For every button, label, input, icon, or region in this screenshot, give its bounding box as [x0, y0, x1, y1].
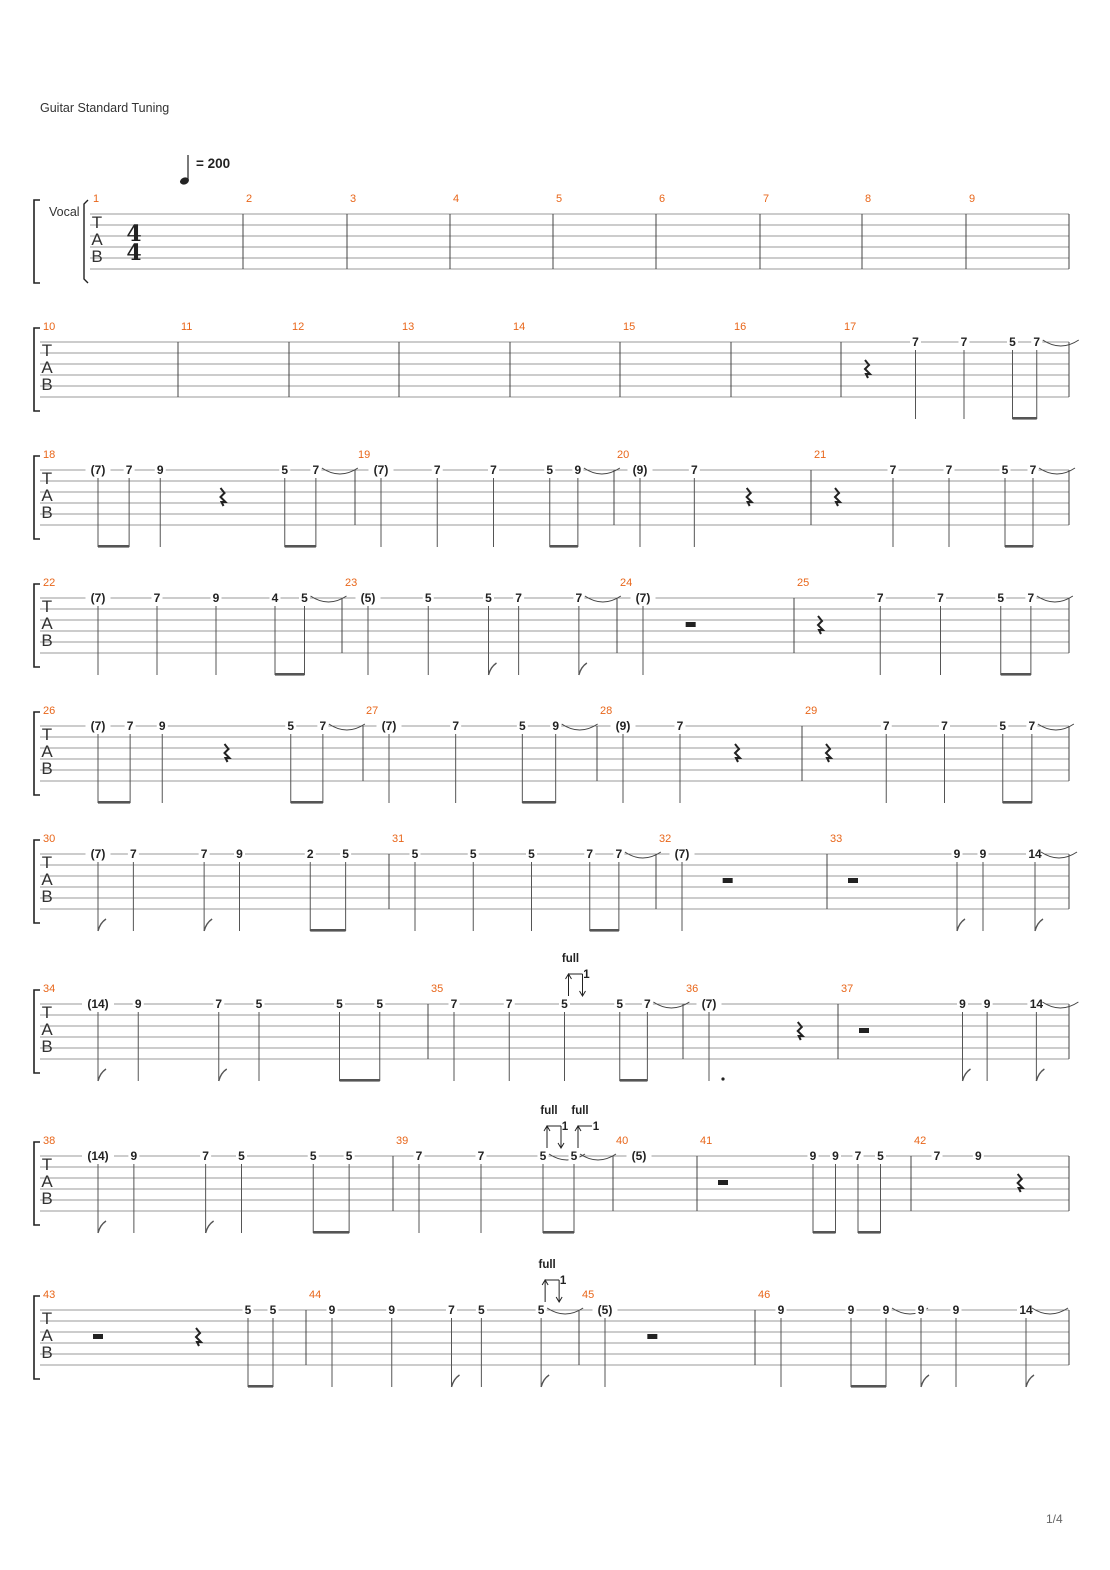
fret-number: (5): [597, 1303, 613, 1317]
tie-arc: [1042, 1002, 1078, 1008]
fret-number: 7: [933, 1149, 941, 1163]
measure-number: 28: [600, 705, 613, 717]
tab-system: [34, 833, 1077, 932]
page-number: 1/4: [1046, 1512, 1063, 1526]
fret-number: 7: [690, 463, 698, 477]
fret-number: (7): [674, 847, 690, 861]
fret-number: 7: [941, 719, 948, 733]
measure-number: 16: [734, 321, 747, 333]
eighth-flag: [98, 1221, 106, 1233]
eighth-flag: [1035, 919, 1043, 931]
tab-system: [34, 577, 1073, 676]
half-rest: [93, 1334, 103, 1339]
bend-amount: 1: [559, 1275, 567, 1287]
beam: [275, 673, 305, 676]
fret-number: 5: [1009, 335, 1016, 349]
fret-number: 7: [415, 1149, 423, 1163]
fret-number: (14): [87, 1149, 109, 1163]
beam: [310, 929, 345, 932]
fret-number: 7: [126, 719, 134, 733]
beam: [590, 929, 619, 932]
half-rest: [718, 1180, 728, 1185]
tab-system: [34, 1105, 1069, 1234]
eighth-flag: [204, 919, 212, 931]
fret-number: 14: [1029, 997, 1044, 1011]
fret-number: 5: [537, 1303, 545, 1317]
tab-clef-letter: T: [41, 853, 53, 872]
beam: [620, 1079, 648, 1082]
fret-number: 9: [130, 1149, 138, 1163]
measure-number: 37: [841, 983, 854, 995]
fret-number: 14: [1019, 1303, 1033, 1317]
measure-number: 15: [623, 321, 636, 333]
fret-number: 7: [202, 1149, 209, 1163]
beam: [98, 545, 129, 548]
tab-system: [34, 1259, 1069, 1388]
fret-number: 7: [312, 463, 320, 477]
measure-number: 19: [358, 449, 371, 461]
system-bracket: [34, 1142, 40, 1225]
measure-number: 24: [620, 577, 633, 589]
fret-number: 7: [1028, 719, 1036, 733]
fret-number: 4: [271, 591, 279, 605]
fret-number: 5: [424, 591, 432, 605]
measure-number: 34: [43, 983, 56, 995]
tie-arc: [580, 1154, 616, 1160]
tab-clef-letter: B: [41, 887, 53, 906]
measure-number: 5: [556, 193, 563, 205]
fret-number: 7: [575, 591, 583, 605]
tie-arc: [653, 1002, 689, 1008]
fret-number: 5: [309, 1149, 317, 1163]
measure-number: 41: [700, 1135, 713, 1147]
tie-arc: [1043, 340, 1079, 346]
measure-number: 9: [969, 193, 976, 205]
beam: [858, 1231, 881, 1234]
fret-number: 5: [255, 997, 263, 1011]
fret-number: (7): [90, 591, 106, 605]
fret-number: 7: [505, 997, 513, 1011]
fret-number: 5: [518, 719, 526, 733]
fret-number: 7: [448, 1303, 455, 1317]
fret-number: 9: [832, 1149, 839, 1163]
fret-number: 9: [212, 591, 220, 605]
measure-number: 32: [659, 833, 672, 845]
fret-number: 7: [1029, 463, 1037, 477]
tab-clef-letter: T: [41, 725, 53, 744]
fret-number: 5: [528, 847, 535, 861]
fret-number: 7: [153, 591, 161, 605]
measure-number: 39: [396, 1135, 409, 1147]
tab-clef-letter: T: [41, 341, 53, 360]
measure-number: 25: [797, 577, 810, 589]
fret-number: 9: [236, 847, 243, 861]
fret-number: 9: [974, 1149, 982, 1163]
beam: [543, 1231, 574, 1234]
measure-number: 11: [181, 321, 193, 333]
fret-number: 7: [215, 997, 223, 1011]
fret-number: (9): [615, 719, 631, 733]
measure-number: 2: [246, 193, 253, 205]
fret-number: 9: [777, 1303, 785, 1317]
half-rest: [848, 878, 858, 883]
fret-number: 7: [490, 463, 497, 477]
fret-number: 7: [433, 463, 441, 477]
fret-number: (7): [90, 719, 106, 733]
fret-number: 5: [281, 463, 289, 477]
eighth-flag: [206, 1221, 214, 1233]
measure-number: 42: [914, 1135, 927, 1147]
fret-number: 7: [452, 719, 460, 733]
fret-number: 5: [546, 463, 554, 477]
beam: [1013, 417, 1037, 420]
tie-arc: [311, 596, 347, 602]
half-rest: [686, 622, 696, 627]
fret-number: 5: [238, 1149, 245, 1163]
measure-number: 22: [43, 577, 56, 589]
tie-arc: [1041, 852, 1077, 858]
fret-number: 9: [979, 847, 987, 861]
tab-clef-letter: T: [41, 1309, 53, 1328]
fret-number: 9: [552, 719, 560, 733]
fret-number: 7: [676, 719, 684, 733]
measure-number: 14: [513, 321, 526, 333]
fret-number: (7): [90, 463, 106, 477]
fret-number: 9: [917, 1303, 925, 1317]
fret-number: (5): [360, 591, 376, 605]
tab-clef-letter: A: [41, 358, 53, 377]
system-bracket: [34, 584, 40, 667]
fret-number: 7: [515, 591, 522, 605]
measure-number: 45: [582, 1289, 595, 1301]
measure-number: 17: [844, 321, 857, 333]
fret-number: 5: [336, 997, 343, 1011]
tie-arc: [1032, 1308, 1068, 1314]
system-bracket: [34, 328, 40, 411]
tab-clef-letter: T: [41, 1155, 53, 1174]
fret-number: (7): [635, 591, 651, 605]
fret-number: 5: [244, 1303, 252, 1317]
fret-number: 7: [319, 719, 327, 733]
fret-number: 5: [997, 591, 1005, 605]
measure-number: 36: [686, 983, 699, 995]
tab-clef-letter: B: [41, 375, 53, 394]
half-rest: [647, 1334, 657, 1339]
measure-number: 20: [617, 449, 630, 461]
tab-clef-letter: B: [41, 631, 53, 650]
tie-arc: [1039, 468, 1075, 474]
fret-number: 7: [586, 847, 594, 861]
fret-number: 7: [1033, 335, 1041, 349]
bend-amount: 1: [583, 969, 590, 981]
measure-number: 30: [43, 833, 56, 845]
tab-clef-letter: B: [91, 247, 103, 266]
measure-number: 27: [366, 705, 379, 717]
fret-number: 5: [376, 997, 384, 1011]
fret-number: 9: [959, 997, 966, 1011]
bend-label: full: [538, 1259, 556, 1271]
measure-number: 40: [616, 1135, 629, 1147]
time-signature-bottom: 4: [126, 240, 142, 266]
fret-number: 9: [983, 997, 991, 1011]
beam: [813, 1231, 836, 1234]
fret-number: 5: [539, 1149, 547, 1163]
fret-number: 7: [876, 591, 884, 605]
fret-number: 7: [882, 719, 890, 733]
tuning-label: Guitar Standard Tuning: [40, 101, 170, 115]
tie-arc: [585, 596, 621, 602]
eighth-flag: [489, 663, 497, 675]
fret-number: 9: [952, 1303, 960, 1317]
tab-clef-letter: A: [41, 1020, 53, 1039]
tab-clef-letter: B: [41, 503, 53, 522]
measure-number: 4: [453, 193, 460, 205]
fret-number: 5: [999, 719, 1007, 733]
tab-clef-letter: A: [41, 1172, 53, 1191]
beam: [313, 1231, 349, 1234]
fret-number: 7: [960, 335, 968, 349]
tab-clef-letter: B: [41, 1037, 53, 1056]
time-signature-top: 4: [126, 221, 142, 247]
bend-label: full: [561, 953, 580, 965]
measure-number: 46: [758, 1289, 771, 1301]
fret-number: 9: [328, 1303, 336, 1317]
half-rest: [723, 878, 733, 883]
fret-number: 7: [1027, 591, 1035, 605]
system-bracket: [34, 840, 40, 923]
tab-clef-letter: A: [91, 230, 103, 249]
fret-number: 9: [953, 847, 961, 861]
beam: [1001, 673, 1031, 676]
fret-number: 5: [469, 847, 477, 861]
measure-number: 8: [865, 193, 872, 205]
fret-number: 5: [478, 1303, 485, 1317]
fret-number: 7: [477, 1149, 485, 1163]
tie-arc: [322, 468, 358, 474]
fret-number: 9: [134, 997, 142, 1011]
tab-clef-letter: B: [41, 1343, 53, 1362]
beam: [550, 545, 578, 548]
eighth-flag: [957, 919, 965, 931]
tab-system: [34, 705, 1074, 804]
beam: [340, 1079, 380, 1082]
measure-number: 33: [830, 833, 843, 845]
tab-clef-letter: T: [91, 213, 103, 232]
tab-clef-letter: B: [41, 1189, 53, 1208]
tab-clef-letter: A: [41, 486, 53, 505]
fret-number: 7: [912, 335, 919, 349]
fret-number: 9: [847, 1303, 855, 1317]
fret-number: 7: [854, 1149, 862, 1163]
bend-label: full: [571, 1105, 589, 1117]
beam: [851, 1385, 886, 1388]
tie-arc: [562, 724, 598, 730]
system-bracket: [34, 456, 40, 539]
measure-number: 29: [805, 705, 818, 717]
tab-clef-letter: B: [41, 759, 53, 778]
fret-number: 9: [809, 1149, 817, 1163]
fret-number: 5: [570, 1149, 578, 1163]
fret-number: 9: [388, 1303, 396, 1317]
fret-number: 5: [561, 997, 568, 1011]
system-bracket: [34, 1296, 40, 1379]
measure-number: 7: [763, 193, 770, 205]
tie-arc: [549, 1154, 585, 1160]
beam: [285, 545, 316, 548]
tab-clef-letter: A: [41, 1326, 53, 1345]
fret-number: (7): [373, 463, 389, 477]
fret-number: 9: [158, 719, 166, 733]
fret-number: (7): [701, 997, 717, 1011]
measure-number: 38: [43, 1135, 56, 1147]
tab-clef-letter: A: [41, 742, 53, 761]
bend-label: full: [540, 1105, 558, 1117]
fret-number: (7): [90, 847, 106, 861]
tie-arc: [625, 852, 661, 858]
measure-number: 43: [43, 1289, 56, 1301]
fret-number: 7: [615, 847, 623, 861]
beam: [1003, 801, 1032, 804]
fret-number: 7: [130, 847, 137, 861]
eighth-flag: [1026, 1375, 1034, 1387]
half-rest: [859, 1028, 869, 1033]
tie-arc: [329, 724, 365, 730]
tab-system: [34, 449, 1075, 548]
measure-number: 13: [402, 321, 415, 333]
system-bracket-inner: [84, 200, 88, 283]
measure-number: 18: [43, 449, 56, 461]
eighth-flag: [452, 1375, 460, 1387]
measure-number: 21: [814, 449, 827, 461]
fret-number: 5: [616, 997, 624, 1011]
beam: [98, 801, 130, 804]
fret-number: 7: [125, 463, 133, 477]
tab-clef-letter: A: [41, 870, 53, 889]
tie-arc: [1038, 724, 1074, 730]
eighth-flag: [921, 1375, 929, 1387]
fret-number: 5: [877, 1149, 884, 1163]
measure-number: 12: [292, 321, 305, 333]
system-bracket: [34, 990, 40, 1073]
fret-number: 7: [945, 463, 953, 477]
measure-number: 44: [309, 1289, 322, 1301]
tab-clef-letter: T: [41, 597, 53, 616]
eighth-flag: [963, 1069, 971, 1081]
system-bracket: [34, 200, 40, 283]
fret-number: 5: [269, 1303, 277, 1317]
fret-number: (14): [87, 997, 109, 1011]
tie-arc: [1037, 596, 1073, 602]
fret-number: 14: [1028, 847, 1042, 861]
tab-system: [34, 953, 1078, 1082]
measure-number: 6: [659, 193, 666, 205]
fret-number: 5: [287, 719, 295, 733]
fret-number: 9: [574, 463, 582, 477]
fret-number: (5): [631, 1149, 647, 1163]
tab-clef-letter: A: [41, 614, 53, 633]
fret-number: 5: [1001, 463, 1009, 477]
measure-number: 31: [392, 833, 405, 845]
system-bracket: [34, 712, 40, 795]
beam: [1005, 545, 1033, 548]
eighth-flag: [98, 919, 106, 931]
eighth-flag: [219, 1069, 227, 1081]
dot: [721, 1077, 724, 1080]
tab-system: [34, 321, 1079, 420]
beam: [291, 801, 323, 804]
fret-number: 5: [485, 591, 492, 605]
fret-number: (9): [632, 463, 648, 477]
bend-amount: 1: [592, 1121, 600, 1133]
measure-number: 3: [350, 193, 357, 205]
fret-number: 5: [342, 847, 349, 861]
fret-number: 5: [345, 1149, 353, 1163]
fret-number: 7: [450, 997, 458, 1011]
beam: [248, 1385, 273, 1388]
measure-number: 10: [43, 321, 56, 333]
eighth-flag: [541, 1375, 549, 1387]
beam: [522, 801, 555, 804]
fret-number: 9: [156, 463, 164, 477]
instrument-label: Vocal: [49, 205, 80, 219]
bend-amount: 1: [561, 1121, 569, 1133]
fret-number: 2: [306, 847, 314, 861]
fret-number: 5: [411, 847, 419, 861]
tie-arc: [547, 1308, 583, 1314]
measure-number: 26: [43, 705, 56, 717]
fret-number: 7: [889, 463, 897, 477]
tab-system: [34, 193, 1069, 283]
fret-number: 7: [200, 847, 208, 861]
eighth-flag: [579, 663, 587, 675]
fret-number: (7): [381, 719, 397, 733]
fret-number: 7: [644, 997, 651, 1011]
measure-number: 23: [345, 577, 358, 589]
eighth-flag: [98, 1069, 106, 1081]
fret-number: 9: [882, 1303, 890, 1317]
tab-clef-letter: T: [41, 469, 53, 488]
tempo-value: = 200: [196, 156, 231, 171]
tab-clef-letter: T: [41, 1003, 53, 1022]
measure-number: 1: [93, 193, 100, 205]
eighth-flag: [1036, 1069, 1044, 1081]
fret-number: 7: [937, 591, 944, 605]
fret-number: 5: [301, 591, 308, 605]
measure-number: 35: [431, 983, 444, 995]
